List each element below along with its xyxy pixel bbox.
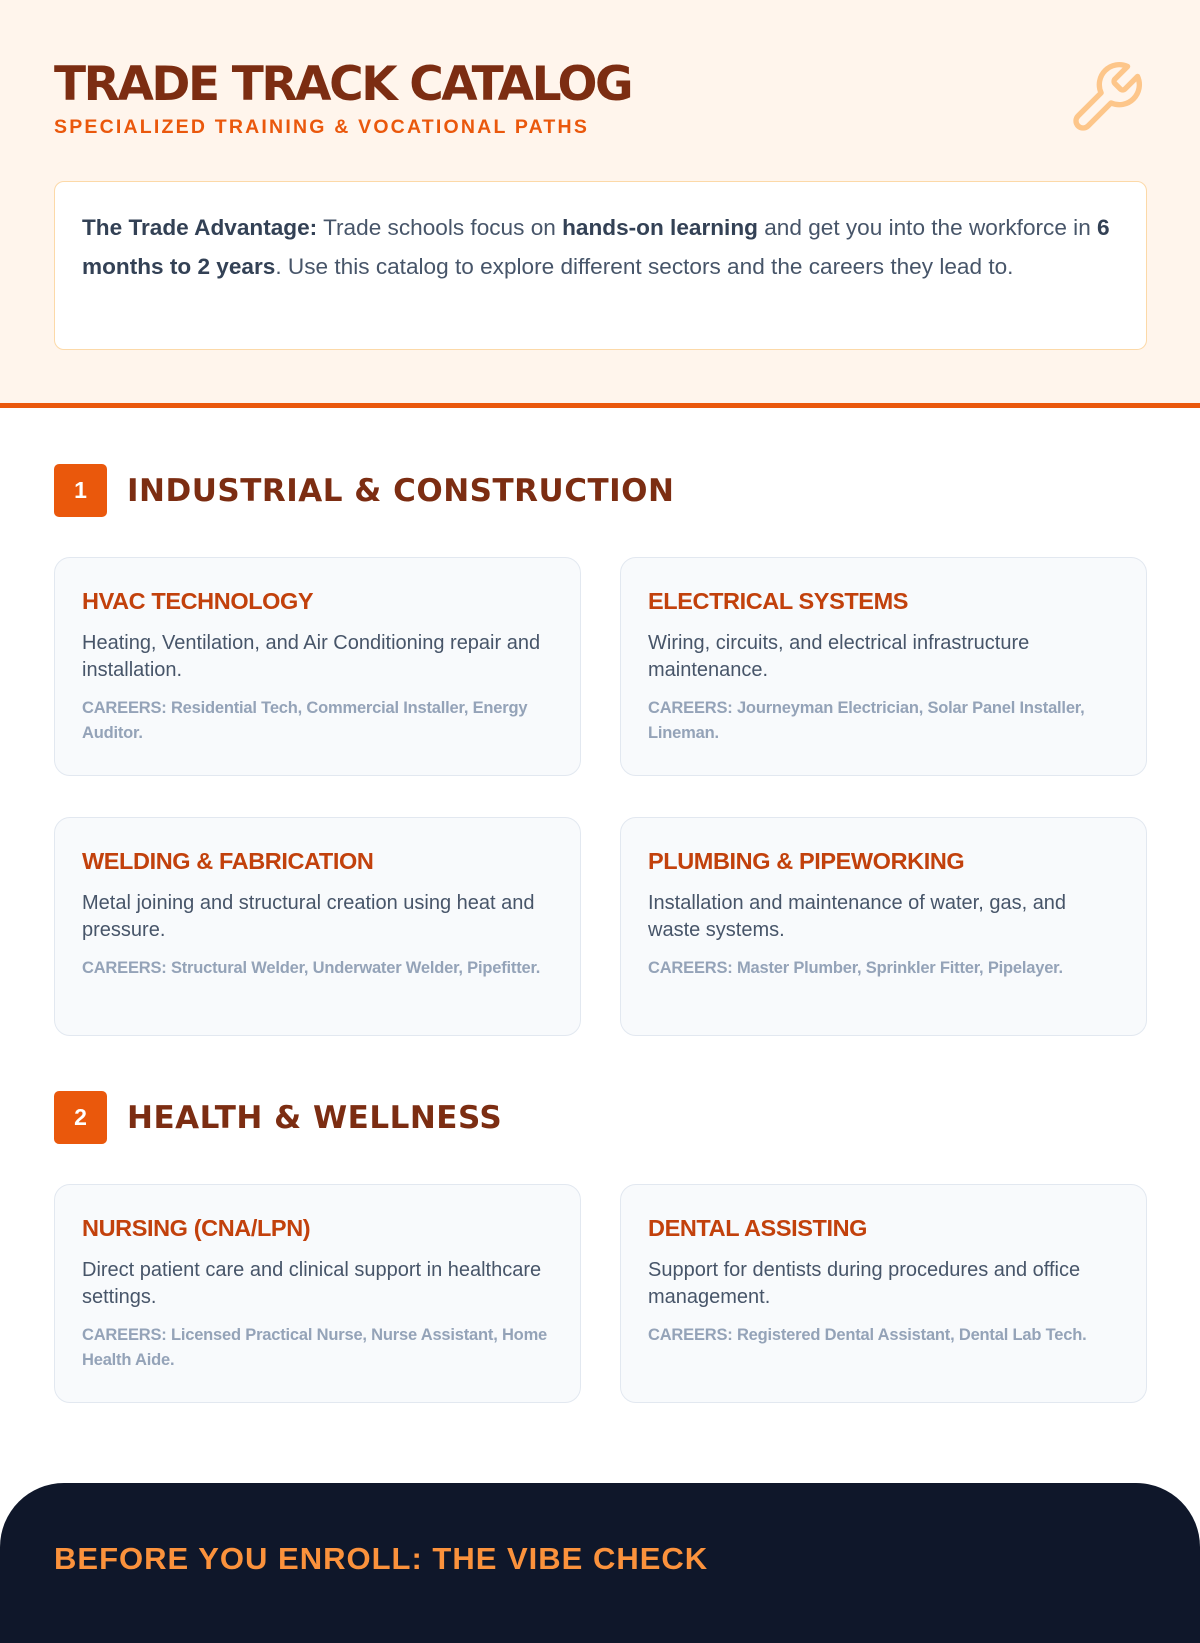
program-title: NURSING (CNA/LPN) bbox=[82, 1215, 311, 1241]
intro-highlight: 6 months to 2 years bbox=[82, 215, 1110, 279]
section-number-badge: 2 bbox=[54, 1091, 107, 1144]
program-title: HVAC TECHNOLOGY bbox=[82, 588, 314, 614]
program-title: DENTAL ASSISTING bbox=[648, 1215, 868, 1241]
section-title: HEALTH & WELLNESS bbox=[127, 1099, 503, 1136]
program-description: Direct patient care and clinical support in healthcare settings. bbox=[82, 1259, 542, 1308]
intro-text: Trade schools focus on bbox=[317, 215, 563, 240]
intro-text: and get you into the workforce in bbox=[757, 215, 1098, 240]
page-subtitle: SPECIALIZED TRAINING & VOCATIONAL PATHS bbox=[54, 116, 590, 138]
section-number-badge: 1 bbox=[54, 464, 107, 517]
program-careers: CAREERS: Journeyman Electrician, Solar Panel Installer, Lineman. bbox=[648, 699, 1085, 742]
program-description: Wiring, circuits, and electrical infrastructure maintenance. bbox=[648, 632, 1030, 681]
wrench-icon bbox=[1066, 58, 1146, 138]
program-description: Metal joining and structural creation using heat and pressure. bbox=[82, 892, 535, 941]
program-careers: CAREERS: Registered Dental Assistant, Dental Lab Tech. bbox=[648, 1326, 1087, 1344]
program-title: ELECTRICAL SYSTEMS bbox=[648, 588, 909, 614]
program-card[interactable] bbox=[620, 1184, 1147, 1403]
program-description: Heating, Ventilation, and Air Conditioning repair and installation. bbox=[82, 632, 541, 681]
program-card[interactable] bbox=[620, 557, 1147, 776]
program-card[interactable] bbox=[54, 817, 581, 1036]
program-careers: CAREERS: Structural Welder, Underwater Welder, Pipefitter. bbox=[82, 959, 541, 977]
section-heading bbox=[54, 464, 674, 517]
section-title: INDUSTRIAL & CONSTRUCTION bbox=[127, 472, 675, 509]
program-card[interactable] bbox=[54, 1184, 581, 1403]
section-heading bbox=[54, 1091, 502, 1144]
program-card[interactable] bbox=[620, 817, 1147, 1036]
program-careers: CAREERS: Residential Tech, Commercial Installer, Energy Auditor. bbox=[82, 699, 528, 742]
intro-text: . Use this catalog to explore different sectors and the careers they lead to. bbox=[275, 253, 1014, 279]
program-careers: CAREERS: Licensed Practical Nurse, Nurse Assistant, Home Health Aide. bbox=[82, 1326, 548, 1369]
intro-callout bbox=[54, 181, 1147, 350]
page-title: TRADE TRACK CATALOG bbox=[54, 57, 632, 112]
program-card[interactable] bbox=[54, 557, 581, 776]
program-careers: CAREERS: Master Plumber, Sprinkler Fitter, Pipelayer. bbox=[648, 959, 1063, 977]
intro-highlight: hands-on learning bbox=[562, 215, 758, 240]
vibe-check-title: BEFORE YOU ENROLL: THE VIBE CHECK bbox=[54, 1541, 709, 1576]
program-description: Support for dentists during procedures and office management. bbox=[648, 1259, 1081, 1308]
program-description: Installation and maintenance of water, gas, and waste systems. bbox=[648, 892, 1067, 941]
intro-lead: The Trade Advantage: bbox=[82, 215, 318, 240]
program-title: WELDING & FABRICATION bbox=[82, 848, 374, 874]
program-title: PLUMBING & PIPEWORKING bbox=[648, 848, 965, 874]
